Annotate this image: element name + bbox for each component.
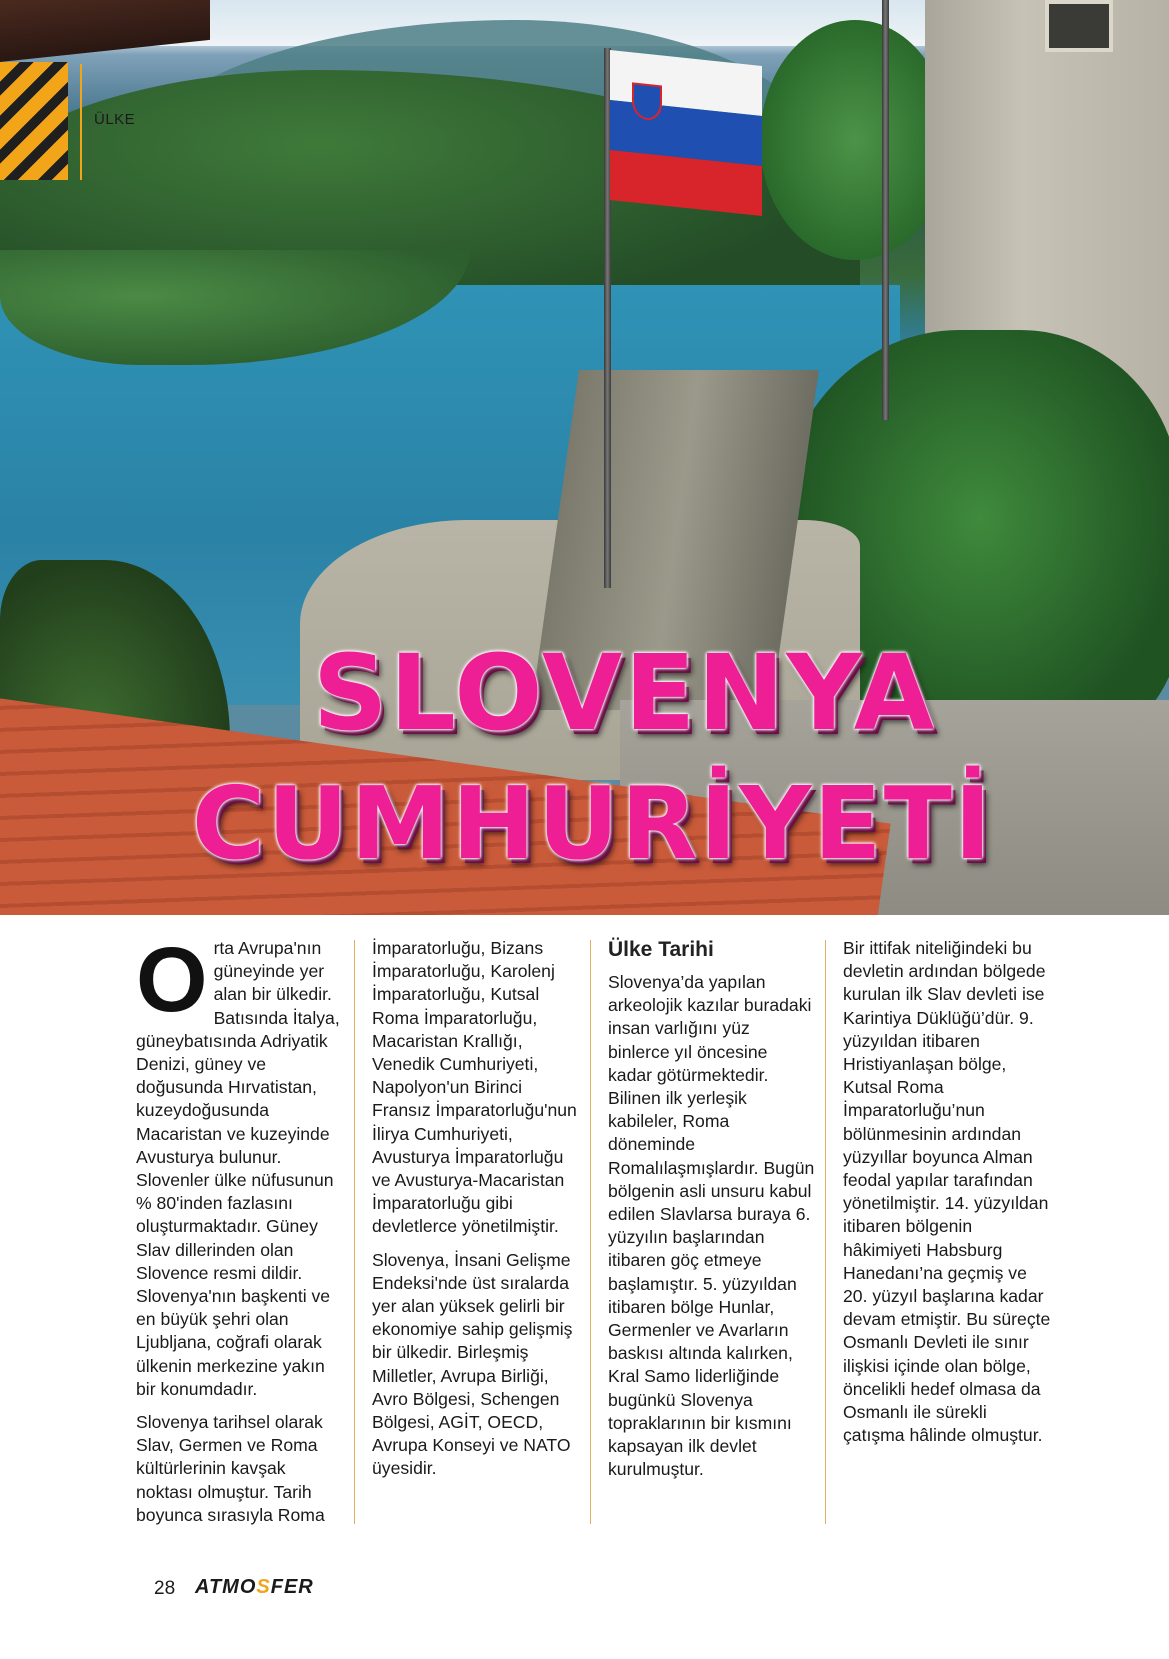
section-label: ÜLKE (94, 111, 136, 128)
paragraph: İmparatorluğu, Bizans İmparatorluğu, Karolenj İmparatorluğu, Kutsal Roma İmparatorluğu, Macaristan Krallığı, Venedik Cumhuriyeti, Napolyon'un Birinci Fransız İmparatorluğu'nun İlirya Cumhuriyeti, Avusturya İmparatorluğu ve Avusturya-Macaristan İmparatorluğu gibi devletlerce yönetilmiştir. (372, 938, 577, 1237)
roof-eave (0, 0, 210, 62)
paragraph: Slovenya’da yapılan arkeolojik kazılar buradaki insan varlığını yüz binlerce yıl öncesine kadar götürmektedir. Bilinen ilk yerleşik kabileler, Roma döneminde Romalılaşmışlardır. Bugün bölgenin asli unsuru kabul edilen Slavlarsa buraya 6. yüzyılın başlarından itibaren göç etmeye başlamıştır. 5. yüzyıldan itibaren bölge Hunlar, Germenler ve Avarların baskısı altında kalırken, Kral Samo liderliğinde bugünkü Slovenya topraklarının bir kısmını kapsayan ilk devlet kurulmuştur. (608, 972, 815, 1480)
logo-part: ATMO (195, 1576, 257, 1598)
title-line-2: CUMHURİYETİ (191, 765, 994, 882)
article-column-3 (608, 937, 816, 1491)
section-divider (80, 64, 82, 180)
title-line-1: SLOVENYA (312, 632, 937, 754)
page-number: 28 (154, 1578, 176, 1599)
paragraph-text: rta Avrupa'nın güneyinde yer alan bir ülkedir. Batısında İtalya, güneybatısında Adriyatik Denizi, güney ve doğusunda Hırvatistan, kuzeydoğusunda Macaristan ve kuzeyinde Avusturya bulunur. Slovenler ülke nüfusunun % 80'inden fazlasını oluşturmaktadır. Güney Slav dillerinden olan Slovence resmi dildir. Slovenya'nın başkenti ve en büyük şehri olan Ljubljana, coğrafi olarak ülkenin merkezine yakın bir konumdadır. (136, 938, 340, 1399)
drop-cap: O (136, 929, 208, 1031)
tree-top-right (760, 20, 950, 260)
paragraph: Slovenya tarihsel olarak Slav, Germen ve Roma kültürlerinin kavşak noktası olmuştur. Tarih boyunca sırasıyla Roma (136, 1412, 325, 1525)
section-stripes (0, 62, 68, 180)
magazine-logo (195, 1576, 314, 1599)
section-heading: Ülke Tarihi (608, 938, 714, 961)
column-rule (825, 940, 826, 1524)
lamp-pole (882, 0, 889, 420)
paragraph (136, 929, 344, 1401)
column-rule (354, 940, 355, 1524)
logo-accent: S (256, 1576, 271, 1598)
article-column-2 (372, 937, 580, 1491)
article-column-1 (136, 929, 344, 1537)
paragraph: Bir ittifak niteliğindeki bu devletin ardından bölgede kurulan ilk Slav devleti ise Karintiya Düklüğü’dür. 9. yüzyıldan itibaren Hristiyanlaşan bölge, Kutsal Roma İmparatorluğu’nun bölünmesinin ardından yüzyıllar boyunca Alman feodal yapılar tarafından yönetilmiştir. 14. yüzyıldan itibaren bölgenin hâkimiyeti Habsburg Hanedanı’na geçmiş ve 20. yüzyıl başlarına kadar devam etmiştir. Bu süreçte Osmanlı Devleti ile sınır ilişkisi içinde olan bölge, öncelikli hedef olmasa da Osmanlı ile sürekli çatışma hâlinde olmuştur. (843, 938, 1051, 1446)
article-column-4 (843, 937, 1051, 1457)
slovenian-flag (610, 50, 762, 216)
logo-part: FER (270, 1576, 314, 1598)
paragraph: Slovenya, İnsani Gelişme Endeksi'nde üst sıralarda yer alan yüksek gelirli bir ekonomiye sahip gelişmiş bir ülkedir. Birleşmiş Milletler, Avrupa Birliği, Avro Bölgesi, Schengen Bölgesi, AGİT, OECD, Avrupa Konseyi ve NATO üyesidir. (372, 1249, 573, 1479)
tower-window (1045, 0, 1113, 52)
column-rule (590, 940, 591, 1524)
